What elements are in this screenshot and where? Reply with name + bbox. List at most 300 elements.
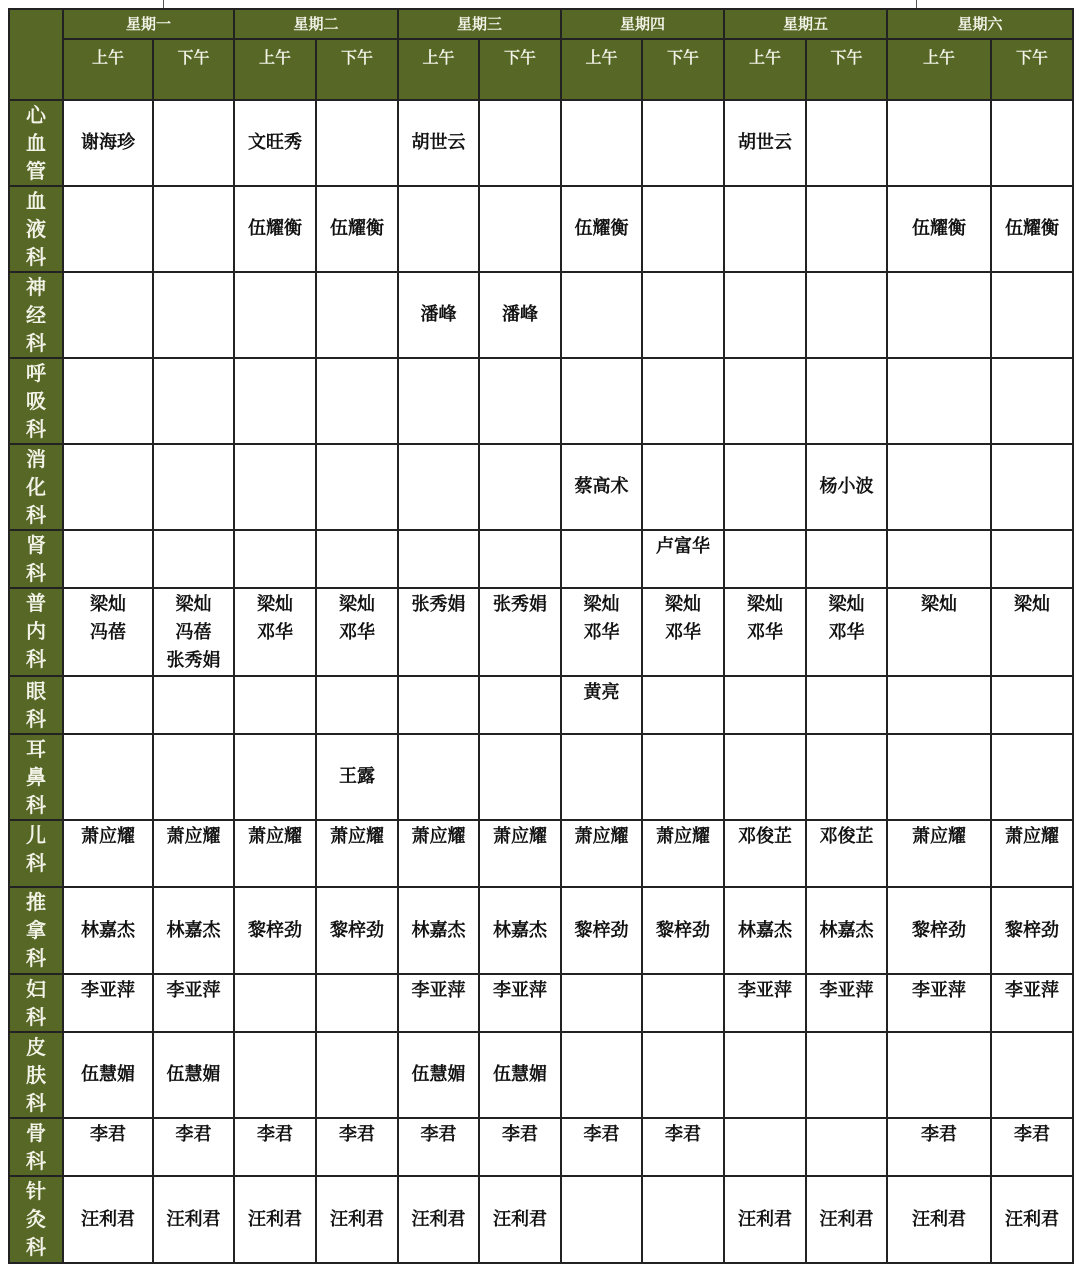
schedule-cell	[561, 676, 642, 734]
schedule-cell	[642, 887, 724, 974]
schedule-cell	[234, 1032, 316, 1118]
schedule-cell	[63, 1176, 153, 1263]
schedule-cell	[887, 186, 991, 272]
schedule-cell	[398, 820, 479, 887]
schedule-cell	[479, 734, 561, 820]
doctor-name: 黎梓劲	[656, 919, 710, 941]
department-label	[9, 588, 63, 676]
schedule-cell	[234, 272, 316, 358]
schedule-cell	[991, 1176, 1073, 1263]
schedule-cell	[153, 530, 234, 588]
schedule-cell	[561, 186, 642, 272]
doctor-name: 李君	[1014, 1124, 1050, 1145]
schedule-cell	[991, 676, 1073, 734]
table-row	[9, 186, 1073, 272]
doctor-name: 伍慧媚	[166, 1064, 221, 1085]
doctor-name: 萧应耀	[656, 826, 710, 847]
doctor-name: 李亚萍	[411, 980, 466, 1001]
department-name: 推拿科	[26, 890, 46, 970]
schedule-cell	[479, 1118, 561, 1176]
table-row	[9, 530, 1073, 588]
schedule-cell	[991, 1118, 1073, 1176]
morning-header: 上午	[887, 39, 991, 100]
table-row	[9, 100, 1073, 186]
day-header: 星期六	[887, 9, 1073, 39]
schedule-cell	[887, 676, 991, 734]
schedule-cell	[316, 974, 398, 1032]
department-name: 消化科	[26, 447, 46, 527]
day-header: 星期一	[63, 9, 234, 39]
schedule-cell	[316, 588, 398, 676]
schedule-cell	[479, 186, 561, 272]
schedule-cell	[887, 1176, 991, 1263]
doctor-name: 林嘉杰	[493, 919, 547, 941]
doctor-name: 梁灿	[1014, 594, 1050, 615]
doctor-name: 李君	[257, 1124, 293, 1145]
schedule-cell	[63, 974, 153, 1032]
schedule-cell	[724, 444, 806, 530]
afternoon-header: 下午	[642, 39, 724, 100]
schedule-cell	[642, 186, 724, 272]
schedule-cell	[479, 588, 561, 676]
schedule-cell	[887, 734, 991, 820]
department-name: 神经科	[26, 275, 46, 355]
department-label	[9, 1032, 63, 1118]
doctor-name: 林嘉杰	[166, 919, 221, 941]
doctor-name: 黎梓劲	[248, 919, 302, 941]
afternoon-header: 下午	[806, 39, 887, 100]
schedule-cell	[991, 887, 1073, 974]
schedule-cell	[806, 186, 887, 272]
table-row	[9, 820, 1073, 887]
table-row	[9, 588, 1073, 676]
schedule-cell	[991, 820, 1073, 887]
table-row	[9, 887, 1073, 974]
doctor-name: 林嘉杰	[819, 919, 874, 941]
schedule-cell	[316, 734, 398, 820]
schedule-cell	[806, 358, 887, 444]
doctor-name: 李亚萍	[81, 980, 135, 1001]
schedule-cell	[316, 444, 398, 530]
doctor-name: 李亚萍	[1005, 980, 1059, 1001]
table-row	[9, 1032, 1073, 1118]
department-name: 妇科	[26, 977, 46, 1029]
schedule-cell	[398, 676, 479, 734]
divider	[163, 0, 164, 8]
doctor-name: 文旺秀	[248, 132, 302, 153]
schedule-cell	[398, 100, 479, 186]
schedule-cell	[561, 1118, 642, 1176]
schedule-cell	[316, 358, 398, 444]
doctor-name: 张秀娟	[411, 594, 466, 615]
department-label	[9, 530, 63, 588]
schedule-cell	[234, 676, 316, 734]
table-row	[9, 974, 1073, 1032]
schedule-cell	[234, 444, 316, 530]
doctor-name: 梁灿 邓华	[747, 594, 783, 643]
schedule-cell	[561, 444, 642, 530]
schedule-cell	[991, 186, 1073, 272]
doctor-name: 梁灿 冯蓓	[90, 594, 126, 643]
schedule-cell	[806, 676, 887, 734]
department-name: 针灸科	[26, 1179, 46, 1259]
doctor-name: 汪利君	[493, 1208, 547, 1230]
schedule-cell	[642, 820, 724, 887]
schedule-cell	[887, 820, 991, 887]
schedule-cell	[153, 676, 234, 734]
schedule-cell	[316, 186, 398, 272]
department-label	[9, 1118, 63, 1176]
schedule-cell	[63, 820, 153, 887]
schedule-cell	[991, 530, 1073, 588]
schedule-cell	[234, 1176, 316, 1263]
department-label	[9, 186, 63, 272]
schedule-cell	[479, 1032, 561, 1118]
doctor-name: 李亚萍	[166, 980, 221, 1001]
schedule-cell	[561, 734, 642, 820]
schedule-cell	[63, 887, 153, 974]
schedule-cell	[63, 1032, 153, 1118]
department-label	[9, 887, 63, 974]
schedule-cell	[806, 1176, 887, 1263]
department-name: 普内科	[26, 591, 46, 671]
schedule-cell	[479, 1176, 561, 1263]
schedule-cell	[234, 887, 316, 974]
doctor-name: 李君	[175, 1124, 212, 1145]
schedule-cell	[991, 1032, 1073, 1118]
schedule-cell	[234, 734, 316, 820]
department-label	[9, 444, 63, 530]
afternoon-header: 下午	[479, 39, 561, 100]
department-label	[9, 100, 63, 186]
doctor-name: 伍耀衡	[330, 218, 384, 239]
schedule-cell	[561, 887, 642, 974]
doctor-name: 黎梓劲	[574, 919, 629, 941]
doctor-name: 李君	[339, 1124, 375, 1145]
schedule-cell	[63, 530, 153, 588]
doctor-name: 汪利君	[1005, 1208, 1059, 1230]
schedule-cell	[234, 1118, 316, 1176]
schedule-cell	[724, 1118, 806, 1176]
schedule-cell	[63, 100, 153, 186]
schedule-cell	[234, 588, 316, 676]
divider	[916, 0, 917, 8]
schedule-cell	[724, 676, 806, 734]
schedule-cell	[316, 530, 398, 588]
schedule-cell	[991, 444, 1073, 530]
schedule-cell	[153, 887, 234, 974]
schedule-cell	[398, 272, 479, 358]
schedule-cell	[806, 820, 887, 887]
schedule-cell	[887, 974, 991, 1032]
morning-header: 上午	[724, 39, 806, 100]
table-row	[9, 444, 1073, 530]
schedule-cell	[479, 444, 561, 530]
doctor-name: 林嘉杰	[738, 919, 792, 941]
doctor-name: 李亚萍	[819, 980, 874, 1001]
schedule-cell	[316, 1176, 398, 1263]
doctor-name: 李君	[420, 1124, 457, 1145]
schedule-cell	[316, 1118, 398, 1176]
doctor-name: 蔡高术	[574, 476, 629, 497]
schedule-cell	[63, 444, 153, 530]
schedule-cell	[63, 676, 153, 734]
schedule-cell	[153, 358, 234, 444]
doctor-name: 梁灿 邓华	[257, 594, 293, 643]
schedule-cell	[63, 186, 153, 272]
schedule-cell	[479, 530, 561, 588]
department-label	[9, 974, 63, 1032]
schedule-cell	[724, 272, 806, 358]
doctor-name: 潘峰	[420, 304, 457, 325]
table-row	[9, 1118, 1073, 1176]
schedule-cell	[479, 820, 561, 887]
doctor-name: 梁灿 邓华	[828, 594, 865, 643]
schedule-cell	[561, 588, 642, 676]
schedule-cell	[806, 272, 887, 358]
schedule-cell	[991, 358, 1073, 444]
doctor-name: 黄亮	[583, 682, 620, 703]
schedule-cell	[398, 887, 479, 974]
morning-header: 上午	[561, 39, 642, 100]
doctor-name: 萧应耀	[248, 826, 302, 847]
doctor-name: 伍耀衡	[912, 218, 966, 239]
schedule-cell	[234, 100, 316, 186]
doctor-name: 梁灿 邓华	[339, 594, 375, 643]
schedule-cell	[153, 186, 234, 272]
schedule-cell	[153, 820, 234, 887]
schedule-cell	[724, 186, 806, 272]
department-name: 呼吸科	[26, 361, 46, 441]
doctor-name: 萧应耀	[493, 826, 547, 847]
table-row	[9, 676, 1073, 734]
doctor-name: 汪利君	[81, 1208, 135, 1230]
day-header: 星期三	[398, 9, 561, 39]
doctor-name: 黎梓劲	[330, 919, 384, 941]
schedule-cell	[724, 1176, 806, 1263]
schedule-cell	[724, 887, 806, 974]
doctor-name: 伍耀衡	[1005, 218, 1059, 239]
doctor-name: 萧应耀	[330, 826, 384, 847]
schedule-cell	[234, 974, 316, 1032]
schedule-cell	[991, 272, 1073, 358]
doctor-name: 萧应耀	[411, 826, 466, 847]
department-label	[9, 1176, 63, 1263]
doctor-name: 汪利君	[411, 1208, 466, 1230]
schedule-cell	[398, 1176, 479, 1263]
doctor-name: 胡世云	[411, 132, 466, 153]
schedule-cell	[153, 100, 234, 186]
schedule-cell	[887, 588, 991, 676]
schedule-cell	[316, 676, 398, 734]
day-header: 星期二	[234, 9, 398, 39]
department-label	[9, 734, 63, 820]
schedule-cell	[806, 588, 887, 676]
schedule-cell	[724, 588, 806, 676]
doctor-name: 伍慧媚	[411, 1064, 466, 1085]
schedule-cell	[724, 820, 806, 887]
doctor-name: 胡世云	[738, 132, 792, 153]
department-name: 血液科	[26, 189, 46, 269]
schedule-cell	[561, 1176, 642, 1263]
department-name: 骨科	[26, 1121, 46, 1173]
schedule-cell	[561, 974, 642, 1032]
doctor-name: 萧应耀	[574, 826, 629, 847]
schedule-cell	[479, 887, 561, 974]
department-name: 肾科	[26, 533, 46, 585]
schedule-cell	[234, 358, 316, 444]
schedule-cell	[806, 1118, 887, 1176]
schedule-cell	[316, 820, 398, 887]
schedule-cell	[479, 974, 561, 1032]
schedule-cell	[398, 974, 479, 1032]
corner-header	[9, 9, 63, 100]
schedule-cell	[642, 272, 724, 358]
doctor-name: 林嘉杰	[81, 919, 135, 941]
schedule-cell	[63, 272, 153, 358]
schedule-cell	[398, 186, 479, 272]
schedule-cell	[234, 530, 316, 588]
morning-header: 上午	[398, 39, 479, 100]
schedule-cell	[153, 588, 234, 676]
department-name: 眼科	[26, 679, 46, 731]
doctor-name: 李君	[583, 1124, 620, 1145]
table-row	[9, 358, 1073, 444]
schedule-cell	[398, 1032, 479, 1118]
department-label	[9, 358, 63, 444]
doctor-name: 汪利君	[248, 1208, 302, 1230]
doctor-name: 汪利君	[330, 1208, 384, 1230]
schedule-cell	[561, 530, 642, 588]
doctor-name: 汪利君	[912, 1208, 966, 1230]
schedule-cell	[724, 734, 806, 820]
schedule-cell	[63, 734, 153, 820]
schedule-cell	[991, 588, 1073, 676]
schedule-cell	[153, 734, 234, 820]
schedule-cell	[991, 100, 1073, 186]
schedule-cell	[561, 1032, 642, 1118]
day-header: 星期五	[724, 9, 887, 39]
department-label	[9, 820, 63, 887]
schedule-cell	[642, 676, 724, 734]
schedule-cell	[642, 358, 724, 444]
doctor-name: 杨小波	[819, 476, 874, 497]
schedule-cell	[561, 100, 642, 186]
doctor-name: 李君	[665, 1124, 701, 1145]
table-row	[9, 1176, 1073, 1263]
clinic-schedule-table	[8, 8, 1074, 1264]
department-name: 皮肤科	[26, 1035, 46, 1115]
schedule-cell	[153, 1032, 234, 1118]
doctor-name: 黎梓劲	[1005, 919, 1059, 941]
schedule-cell	[561, 358, 642, 444]
doctor-name: 梁灿 邓华	[583, 594, 620, 643]
schedule-cell	[398, 444, 479, 530]
schedule-cell	[479, 358, 561, 444]
doctor-name: 邓俊芷	[738, 826, 792, 847]
schedule-cell	[316, 1032, 398, 1118]
schedule-cell	[887, 1032, 991, 1118]
schedule-cell	[234, 186, 316, 272]
schedule-cell	[153, 1176, 234, 1263]
doctor-name: 李亚萍	[493, 980, 547, 1001]
doctor-name: 伍慧媚	[493, 1064, 547, 1085]
doctor-name: 李亚萍	[912, 980, 966, 1001]
doctor-name: 梁灿	[921, 594, 957, 615]
schedule-cell	[63, 358, 153, 444]
schedule-cell	[642, 1176, 724, 1263]
doctor-name: 谢海珍	[81, 132, 135, 153]
schedule-cell	[642, 1032, 724, 1118]
doctor-name: 萧应耀	[912, 826, 966, 847]
doctor-name: 林嘉杰	[411, 919, 466, 941]
schedule-cell	[642, 530, 724, 588]
schedule-cell	[806, 1032, 887, 1118]
department-name: 儿科	[26, 823, 46, 875]
schedule-cell	[887, 100, 991, 186]
doctor-name: 伍耀衡	[248, 218, 302, 239]
schedule-cell	[398, 1118, 479, 1176]
schedule-cell	[806, 444, 887, 530]
schedule-cell	[887, 444, 991, 530]
doctor-name: 汪利君	[166, 1208, 221, 1230]
doctor-name: 伍慧媚	[81, 1064, 135, 1085]
schedule-cell	[316, 887, 398, 974]
schedule-cell	[724, 1032, 806, 1118]
schedule-cell	[398, 734, 479, 820]
schedule-cell	[398, 358, 479, 444]
schedule-cell	[63, 1118, 153, 1176]
doctor-name: 王露	[339, 766, 375, 787]
schedule-cell	[642, 100, 724, 186]
schedule-cell	[642, 734, 724, 820]
schedule-cell	[642, 1118, 724, 1176]
table-row	[9, 272, 1073, 358]
doctor-name: 汪利君	[738, 1208, 792, 1230]
doctor-name: 潘峰	[502, 304, 538, 325]
doctor-name: 黎梓劲	[912, 919, 966, 941]
doctor-name: 汪利君	[819, 1208, 874, 1230]
schedule-cell	[887, 272, 991, 358]
schedule-cell	[642, 974, 724, 1032]
schedule-cell	[398, 588, 479, 676]
schedule-cell	[153, 272, 234, 358]
schedule-cell	[724, 100, 806, 186]
schedule-cell	[316, 272, 398, 358]
schedule-cell	[561, 272, 642, 358]
schedule-cell	[887, 887, 991, 974]
schedule-cell	[806, 887, 887, 974]
schedule-cell	[991, 734, 1073, 820]
doctor-name: 李君	[90, 1124, 126, 1145]
doctor-name: 李君	[502, 1124, 538, 1145]
doctor-name: 卢富华	[656, 536, 710, 557]
schedule-cell	[642, 444, 724, 530]
schedule-cell	[561, 820, 642, 887]
schedule-cell	[806, 734, 887, 820]
doctor-name: 萧应耀	[1005, 826, 1059, 847]
department-label	[9, 676, 63, 734]
morning-header: 上午	[234, 39, 316, 100]
schedule-cell	[724, 358, 806, 444]
schedule-cell	[63, 588, 153, 676]
schedule-cell	[234, 820, 316, 887]
afternoon-header: 下午	[153, 39, 234, 100]
schedule-cell	[316, 100, 398, 186]
doctor-name: 李君	[921, 1124, 957, 1145]
schedule-cell	[153, 444, 234, 530]
morning-header: 上午	[63, 39, 153, 100]
